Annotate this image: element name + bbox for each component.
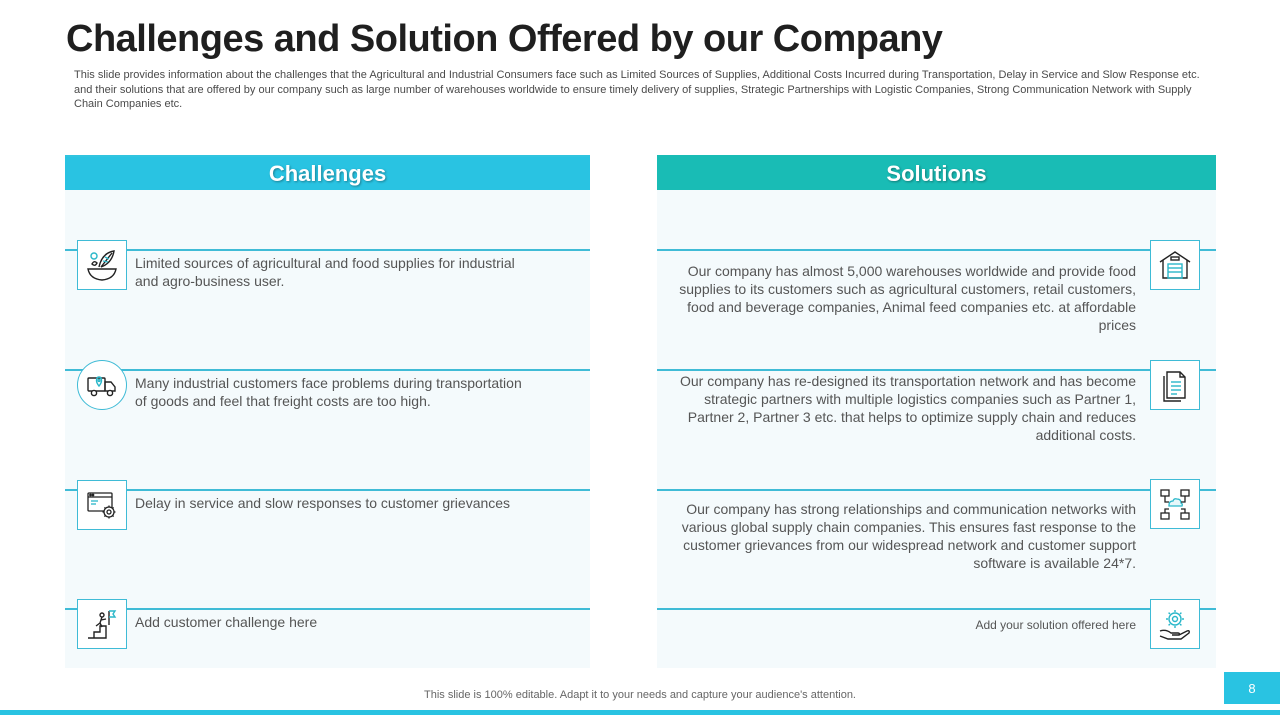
slide-title: Challenges and Solution Offered by our Company (66, 18, 943, 60)
challenge-divider (65, 608, 590, 610)
solutions-panel (657, 155, 1216, 668)
challenge-divider (65, 489, 590, 491)
browser-settings-icon (77, 480, 127, 530)
footer-accent-bar (0, 710, 1280, 715)
challenge-text: Limited sources of agricultural and food supplies for industrial and agro-business user. (135, 255, 515, 289)
slide-description: This slide provides information about the challenges that the Agricultural and Industrial Consumers face such as Limited Sources of Supplies, Additional Costs Incurred during Transportation, Delay in Service and Slow Response etc. and their solutions that are offered by our company such as large number of warehouses worldwide to ensure timely delivery of supplies, Strategic Partnerships with Logistic Companies, Strong Communication Network with Supply Chain Companies etc. (74, 69, 1200, 110)
challenge-divider (65, 369, 590, 371)
page-number: 8 (1224, 672, 1280, 704)
document-icon (1150, 360, 1200, 410)
solution-divider (657, 608, 1216, 610)
challenge-text: Many industrial customers face problems during transportation of goods and feel that freight costs are too high. (135, 375, 522, 409)
solution-divider (657, 249, 1216, 251)
solution-text: Our company has re-designed its transportation network and has become strategic partners with multiple logistics companies such as Partner 1, Partner 2, Partner 3 etc. that helps to optimize supply chain and reduces additional costs. (679, 373, 1136, 443)
solution-divider (657, 489, 1216, 491)
gear-hand-icon (1150, 599, 1200, 649)
challenges-heading: Challenges (65, 155, 590, 190)
footer-note-text: This slide is 100% editable. Adapt it to your needs and capture your audience's attention. (424, 689, 856, 701)
agriculture-food-icon (77, 240, 127, 290)
challenge-divider (65, 249, 590, 251)
solution-divider (657, 369, 1216, 371)
challenges-panel (65, 155, 590, 668)
delivery-truck-icon (77, 360, 127, 410)
solutions-heading: Solutions (657, 155, 1216, 190)
solution-text: Our company has strong relationships and communication networks with various global supply chain companies. This ensures fast response to the customer grievances from our widespread network and customer support software is available 24*7. (681, 501, 1136, 571)
footer-note (0, 689, 1280, 701)
warehouse-icon (1150, 240, 1200, 290)
challenge-text: Delay in service and slow responses to customer grievances (135, 495, 511, 511)
solution-text: Add your solution offered here (975, 618, 1136, 632)
cloud-network-icon (1150, 479, 1200, 529)
challenge-text: Add customer challenge here (135, 614, 318, 630)
goal-flag-icon (77, 599, 127, 649)
solution-text: Our company has almost 5,000 warehouses worldwide and provide food supplies to its customers such as agricultural customers, retail customers, food and beverage companies, Animal feed companies etc. at affordable prices (679, 263, 1136, 333)
